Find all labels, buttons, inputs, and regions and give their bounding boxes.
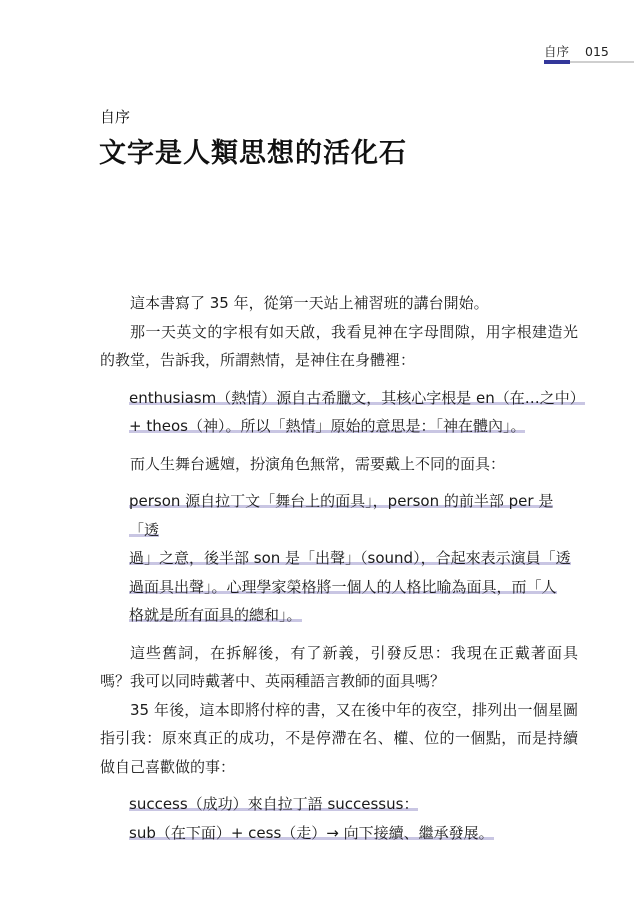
- chapter-kicker: 自序: [100, 108, 131, 126]
- highlighted-quote-success: [100, 790, 578, 847]
- highlighted-quote-enthusiasm: [100, 384, 585, 441]
- quote-line: sub（在下面）+ cess（走）→ 向下接續、繼承發展。: [129, 823, 494, 842]
- page-number: 015: [585, 44, 609, 59]
- quote-line: person 源自拉丁文「舞台上的面具」，person 的前半部 per 是「透: [129, 492, 554, 539]
- paragraph: 那一天英文的字根有如天啟，我看見神在字母間隙，用字根建造光的教堂，告訴我，所謂熱情，是神住在身體裡：: [100, 322, 578, 369]
- quote-line: 格就是所有面具的總和」。: [129, 606, 302, 624]
- chapter-title: 文字是人類思想的活化石: [99, 138, 407, 169]
- highlighted-quote-person: [100, 487, 578, 630]
- header-rule: [544, 61, 634, 63]
- body-text: [100, 289, 585, 847]
- paragraph: 而人生舞台遞嬗，扮演角色無常，需要戴上不同的面具：: [130, 454, 506, 473]
- paragraph: 這本書寫了 35 年，從第一天站上補習班的講台開始。: [130, 294, 489, 312]
- quote-line: enthusiasm（熱情）源自古希臘文，其核心字根是 en（在…之中）: [129, 388, 585, 407]
- paragraph: 這些舊詞，在拆解後，有了新義，引發反思：我現在正戴著面具嗎？我可以同時戴著中、英兩種語言教師的面具嗎？: [100, 643, 578, 690]
- paragraph: 35 年後，這本即將付梓的書，又在後中年的夜空，排列出一個星圖指引我：原來真正的成功，不是停滯在名、權、位的一個點，而是持續做自己喜歡做的事：: [100, 700, 578, 776]
- quote-line: 過面具出聲」。心理學家榮格將一個人的人格比喻為面具，而「人: [129, 577, 557, 596]
- quote-line: success（成功）來自拉丁語 successus：: [129, 795, 419, 813]
- running-head: [544, 42, 609, 60]
- quote-line: 過」之意，後半部 son 是「出聲」（sound），合起來表示演員「透: [129, 549, 571, 567]
- quote-line: + theos（神）。所以「熱情」原始的意思是：「神在體內」。: [129, 417, 526, 435]
- running-head-section: 自序: [544, 44, 570, 59]
- header-rule-accent: [544, 60, 570, 64]
